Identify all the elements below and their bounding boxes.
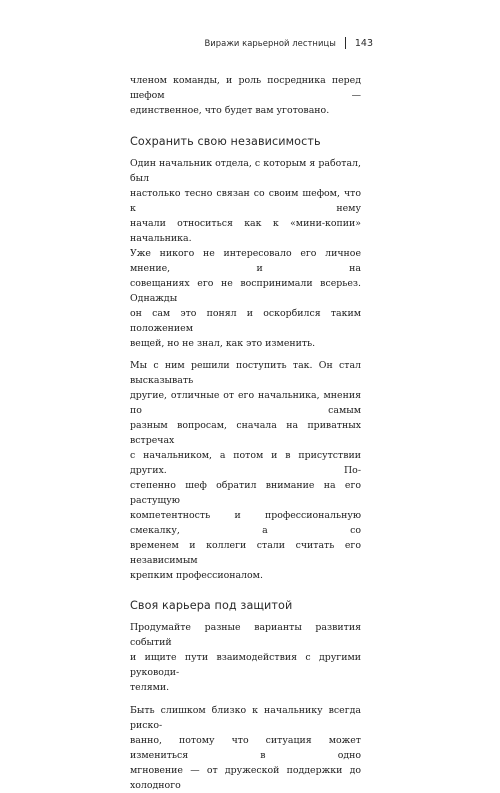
header-divider (345, 37, 346, 49)
text-line: с начальником, а потом и в присутствии других. По- (130, 450, 361, 476)
text-line: начали относиться как к «мини-копии» начальника. (130, 218, 361, 244)
text-line: мгновение — от дружеской поддержки до холодного (130, 765, 361, 791)
text-line: Мы с ним решили поступить так. Он стал высказывать (130, 360, 361, 386)
text-line: компетентность и профессиональную смекалку, а со (130, 510, 361, 536)
text-line: Один начальник отдела, с которым я работал, был (130, 158, 361, 184)
text-line: крепким профессионалом. (130, 570, 263, 581)
text-line: единственное, что будет вам уготовано. (130, 105, 330, 116)
text-line: Продумайте разные варианты развития событий (130, 622, 361, 648)
page-number: 143 (354, 37, 373, 49)
text-line: разным вопросам, сначала на приватных встречах (130, 420, 361, 446)
text-line: он сам это понял и оскорбился таким положением (130, 308, 361, 334)
paragraph-together (130, 358, 361, 583)
text-column (130, 73, 361, 793)
paragraph-alternatives (130, 620, 361, 695)
running-header (204, 37, 373, 49)
text-line: членом команды, и роль посредника перед шефом — (130, 75, 361, 101)
text-line: Быть слишком близко к начальнику всегда риско- (130, 705, 361, 731)
paragraph-too-close (130, 703, 361, 793)
text-line: другие, отличные от его начальника, мнения по самым (130, 390, 361, 416)
text-line: вещей, но не знал, как это изменить. (130, 338, 316, 349)
text-line: степенно шеф обратил внимание на его растущую (130, 480, 361, 506)
text-line: настолько тесно связан со своим шефом, что к нему (130, 188, 361, 214)
text-line: Уже никого не интересовало его личное мнение, и на (130, 248, 361, 274)
section-heading-career: Своя карьера под защитой (130, 599, 293, 612)
running-title: Виражи карьерной лестницы (204, 38, 336, 48)
text-line: временем и коллеги стали считать его независимым (130, 540, 361, 566)
text-line: совещаниях его не воспринимали всерьез. Однажды (130, 278, 361, 304)
section-heading-independence: Сохранить свою независимость (130, 135, 321, 148)
intro-paragraph (130, 73, 361, 118)
text-line: ванно, потому что ситуация может измениться в одно (130, 735, 361, 761)
paragraph-boss-copy (130, 156, 361, 351)
text-line: телями. (130, 682, 170, 693)
text-line: и ищите пути взаимодействия с другими руководи- (130, 652, 361, 678)
